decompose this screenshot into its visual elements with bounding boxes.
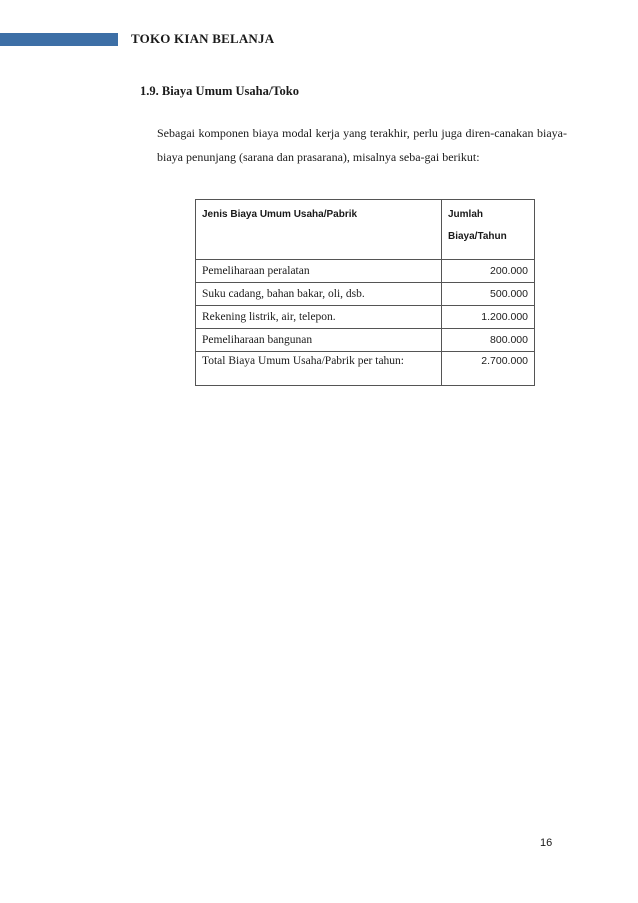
column-header-jumlah-line2: Biaya/Tahun: [448, 231, 507, 242]
header-accent-bar: [0, 33, 118, 46]
section-paragraph: Sebagai komponen biaya modal kerja yang terakhir, perlu juga diren-canakan biaya-biaya penunjang (sarana dan prasarana), misalnya seba-gai berikut:: [157, 126, 567, 164]
row-label: Suku cadang, bahan bakar, oli, dsb.: [196, 283, 442, 306]
table-header-row: [196, 200, 535, 260]
row-label: Pemeliharaan bangunan: [196, 329, 442, 352]
section-heading: 1.9. Biaya Umum Usaha/Toko: [140, 84, 299, 98]
table-row: [196, 329, 535, 352]
table-row: [196, 283, 535, 306]
row-label: Pemeliharaan peralatan: [196, 260, 442, 283]
table-row: [196, 306, 535, 329]
row-amount: 500.000: [442, 283, 535, 306]
column-header-jumlah-line1: Jumlah: [448, 209, 484, 220]
cost-table: [195, 199, 535, 386]
row-label: Rekening listrik, air, telepon.: [196, 306, 442, 329]
total-amount: 2.700.000: [442, 352, 535, 386]
row-amount: 200.000: [442, 260, 535, 283]
column-header-jenis: Jenis Biaya Umum Usaha/Pabrik: [196, 200, 442, 260]
total-label: Total Biaya Umum Usaha/Pabrik per tahun:: [196, 352, 442, 386]
column-header-jumlah: [442, 200, 535, 260]
table-row: [196, 260, 535, 283]
row-amount: 1.200.000: [442, 306, 535, 329]
document-header-title: TOKO KIAN BELANJA: [131, 31, 275, 46]
row-amount: 800.000: [442, 329, 535, 352]
table-total-row: [196, 352, 535, 386]
page-number: 16: [540, 837, 553, 849]
